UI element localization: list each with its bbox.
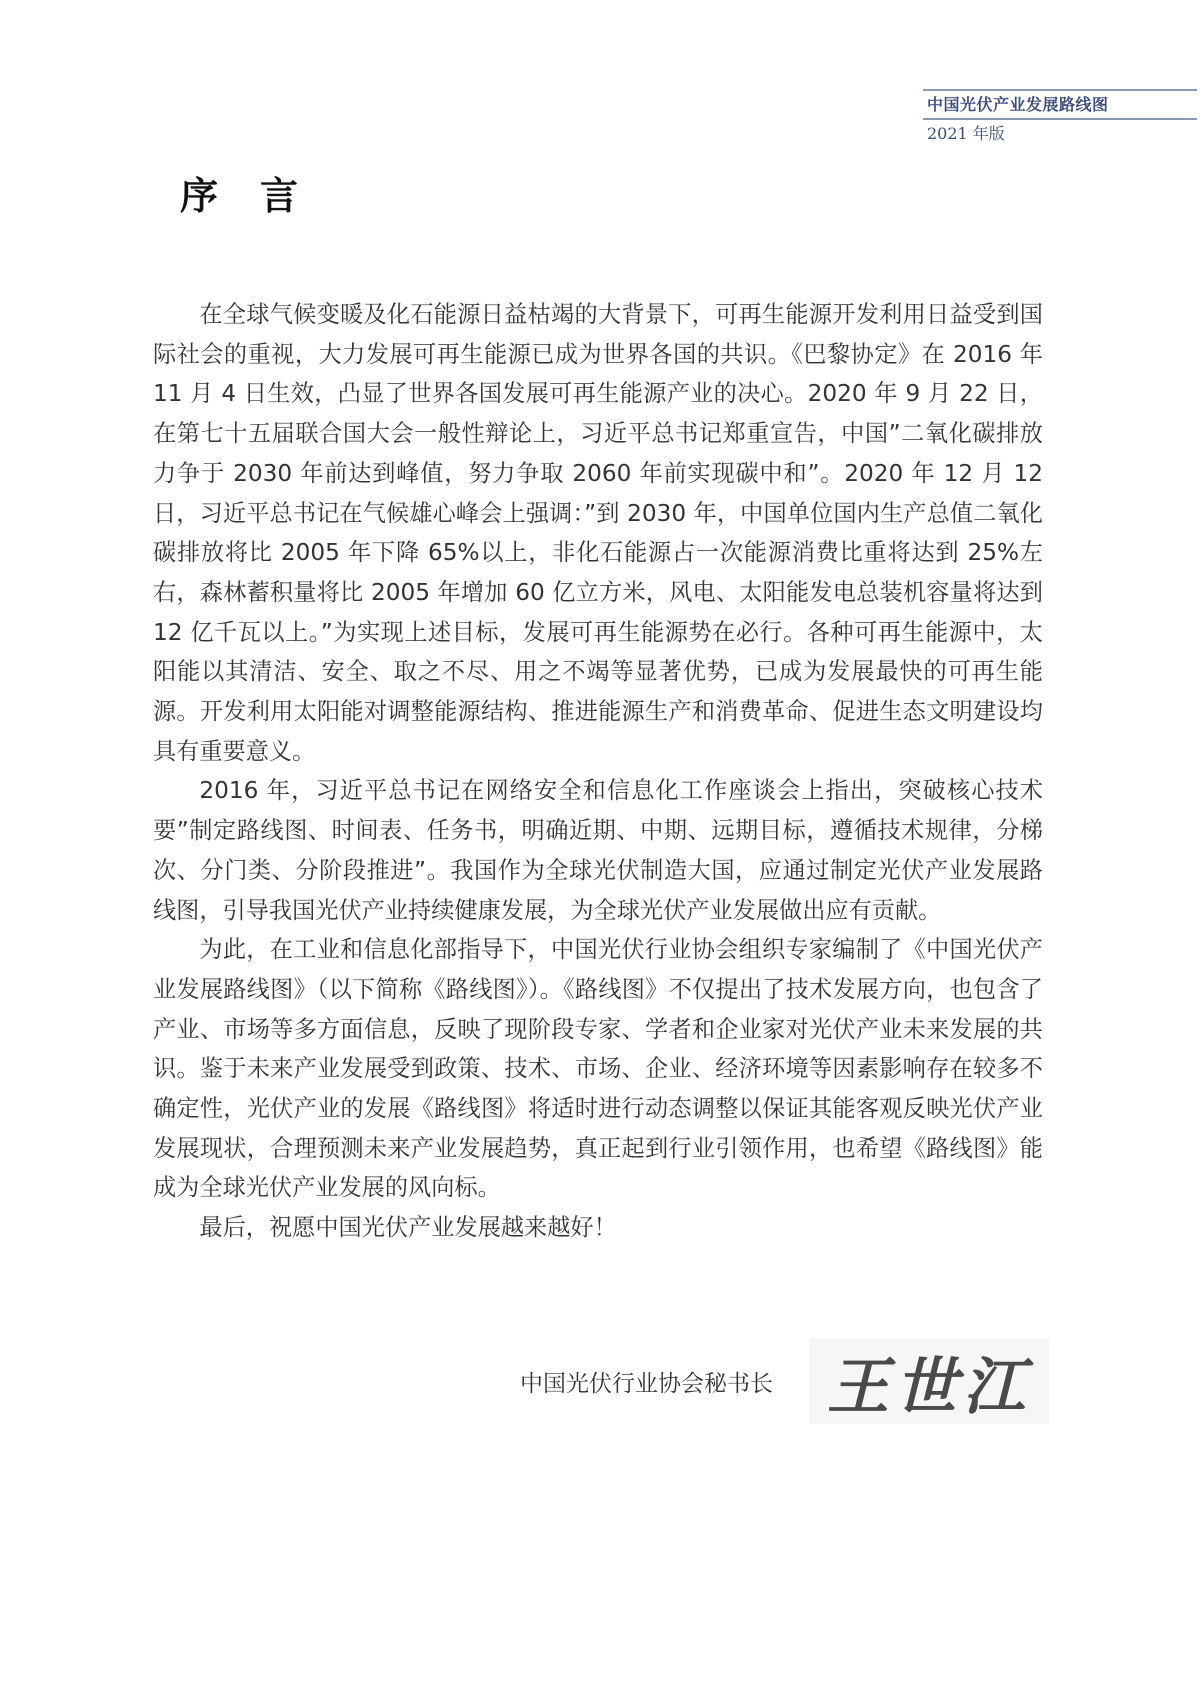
signoff-title: 中国光伏行业协会秘书长 <box>520 1370 773 1397</box>
paragraph: 最后，祝愿中国光伏产业发展越来越好！ <box>199 1214 617 1242</box>
header-edition: 2021 年版 <box>927 124 1005 143</box>
header-document-title: 中国光伏产业发展路线图 <box>927 95 1109 114</box>
preface-body <box>153 295 1043 1248</box>
paragraph: 在全球气候变暖及化石能源日益枯竭的大背景下，可再生能源开发利用日益受到国际社会的重视，大力发展可再生能源已成为世界各国的共识。《巴黎协定》在 2016 年 11 月 4 日生效，凸显了世界各国发展可再生能源产业的决心。2020 年 9 月 22 日，在第七十五届联合国大会一般性辩论上，习近平总书记郑重宣告，中国”二氧化碳排放力争于 2030 年前达到峰值，努力争取 2060 年前实现碳中和”。2020 年 12 月 12 日，习近平总书记在气候雄心峰会上强调：”到 2030 年，中国单位国内生产总值二氧化碳排放将比 2005 年下降 65%以上，非化石能源占一次能源消费比重将达到 25%左右，森林蓄积量将比 2005 年增加 60 亿立方米，风电、太阳能发电总装机容量将达到 12 亿千瓦以上。”为实现上述目标，发展可再生能源势在必行。各种可再生能源中，太阳能以其清洁、安全、取之不尽、用之不竭等显著优势，已成为发展最快的可再生能源。开发利用太阳能对调整能源结构、推进能源生产和消费革命、促进生态文明建设均具有重要意义。 <box>153 301 1043 765</box>
paragraph: 为此，在工业和信息化部指导下，中国光伏行业协会组织专家编制了《中国光伏产业发展路线图》（以下简称《路线图》）。《路线图》不仅提出了技术发展方向，也包含了产业、市场等多方面信息，反映了现阶段专家、学者和企业家对光伏产业未来发展的共识。鉴于未来产业发展受到政策、技术、市场、企业、经济环境等因素影响存在较多不确定性，光伏产业的发展《路线图》将适时进行动态调整以保证其能客观反映光伏产业发展现状，合理预测未来产业发展趋势，真正起到行业引领作用，也希望《路线图》能成为全球光伏产业发展的风向标。 <box>153 936 1043 1202</box>
running-header <box>923 89 1197 144</box>
signoff <box>520 1336 1049 1426</box>
page-title: 序言 <box>180 174 341 218</box>
handwritten-signature: 王世江 <box>809 1338 1049 1424</box>
paragraph: 2016 年，习近平总书记在网络安全和信息化工作座谈会上指出，突破核心技术要”制定路线图、时间表、任务书，明确近期、中期、远期目标，遵循技术规律，分梯次、分门类、分阶段推进”。我国作为全球光伏制造大国，应通过制定光伏产业发展路线图，引导我国光伏产业持续健康发展，为全球光伏产业发展做出应有贡献。 <box>153 777 1043 924</box>
